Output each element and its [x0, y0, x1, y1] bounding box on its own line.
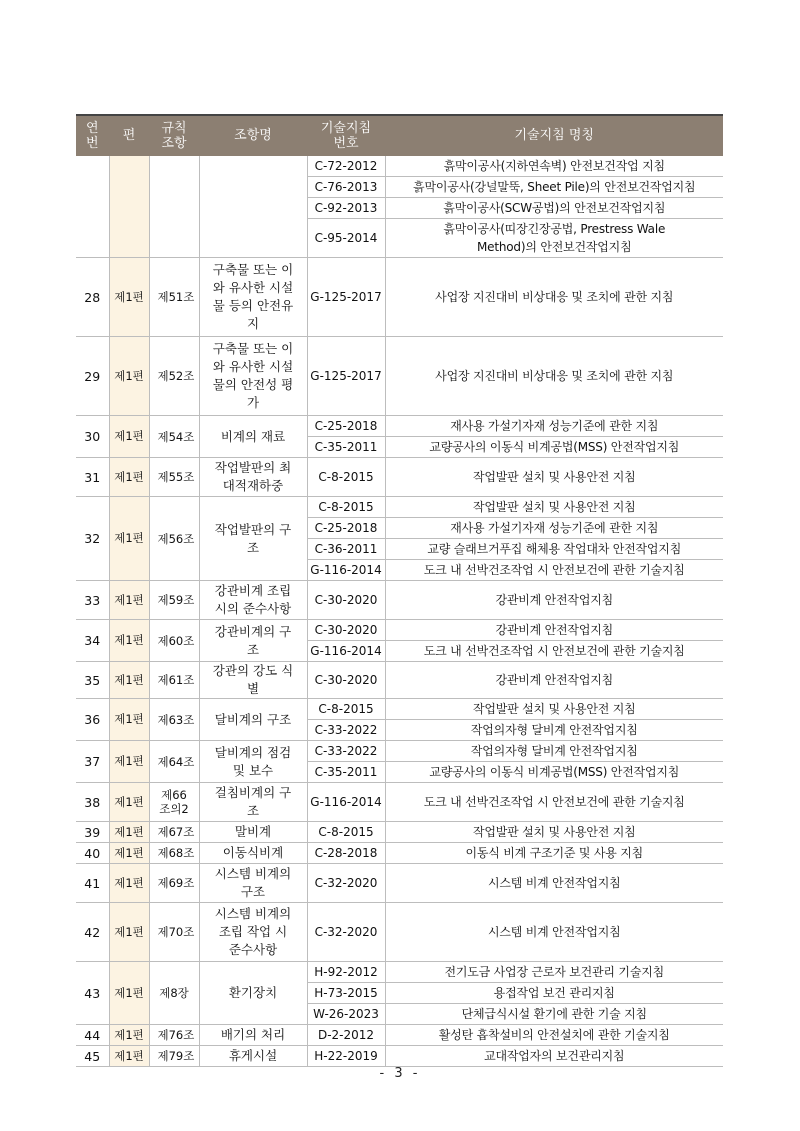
row-pyeon: 제1편: [109, 699, 149, 741]
guide-name: 흙막이공사(띠장긴장공법, Prestress Wale Method)의 안전보건작업지침: [385, 219, 723, 258]
row-pyeon: 제1편: [109, 962, 149, 1025]
guide-code: C-33-2022: [307, 720, 385, 741]
row-no: 44: [76, 1025, 109, 1046]
row-article: [149, 156, 199, 258]
table-body: [76, 156, 723, 1067]
row-no: 39: [76, 822, 109, 843]
guide-name: 시스템 비계 안전작업지침: [385, 903, 723, 962]
guide-code: H-22-2019: [307, 1046, 385, 1067]
row-article: 제67조: [149, 822, 199, 843]
row-no: [76, 156, 109, 258]
row-no: 31: [76, 458, 109, 497]
row-no: 41: [76, 864, 109, 903]
guide-name: 활성탄 흡착설비의 안전설치에 관한 기술지침: [385, 1025, 723, 1046]
guide-code: C-35-2011: [307, 437, 385, 458]
row-title: 시스템 비계의 조립 작업 시 준수사항: [199, 903, 307, 962]
row-article: 제70조: [149, 903, 199, 962]
table-row: [76, 497, 723, 518]
table-row: [76, 458, 723, 497]
guide-name: 작업의자형 달비계 안전작업지침: [385, 741, 723, 762]
guide-name: 사업장 지진대비 비상대응 및 조치에 관한 지침: [385, 337, 723, 416]
row-title: 강관비계 조립 시의 준수사항: [199, 581, 307, 620]
header-article-label: 규칙 조항: [161, 120, 187, 151]
guide-name: 도크 내 선박건조작업 시 안전보건에 관한 기술지침: [385, 641, 723, 662]
row-article: 제8장: [149, 962, 199, 1025]
table-row: [76, 258, 723, 337]
guide-code: C-30-2020: [307, 581, 385, 620]
table-row: [76, 416, 723, 437]
guide-name: 작업발판 설치 및 사용안전 지침: [385, 699, 723, 720]
row-title: 구축물 또는 이와 유사한 시설물 등의 안전유지: [199, 258, 307, 337]
guide-code: C-28-2018: [307, 843, 385, 864]
row-no: 34: [76, 620, 109, 662]
guide-name: 전기도금 사업장 근로자 보건관리 기술지침: [385, 962, 723, 983]
row-pyeon: 제1편: [109, 864, 149, 903]
guide-name: 용접작업 보건 관리지침: [385, 983, 723, 1004]
guide-code: G-125-2017: [307, 337, 385, 416]
table-row: [76, 822, 723, 843]
row-pyeon: 제1편: [109, 903, 149, 962]
row-no: 33: [76, 581, 109, 620]
guide-name: 흙막이공사(SCW공법)의 안전보건작업지침: [385, 198, 723, 219]
guide-code: C-35-2011: [307, 762, 385, 783]
guide-name: 작업발판 설치 및 사용안전 지침: [385, 497, 723, 518]
row-article: 제64조: [149, 741, 199, 783]
guide-name: 강관비계 안전작업지침: [385, 620, 723, 641]
guide-code: C-30-2020: [307, 620, 385, 641]
header-name: 기술지침 명칭: [385, 115, 723, 156]
guide-code: C-72-2012: [307, 156, 385, 177]
header-pyeon: 편: [109, 115, 149, 156]
guide-name: 도크 내 선박건조작업 시 안전보건에 관한 기술지침: [385, 783, 723, 822]
guide-name: 강관비계 안전작업지침: [385, 581, 723, 620]
guide-code: C-25-2018: [307, 518, 385, 539]
row-pyeon: 제1편: [109, 1046, 149, 1067]
header-title: 조항명: [199, 115, 307, 156]
row-no: 43: [76, 962, 109, 1025]
table-row: [76, 1025, 723, 1046]
row-title: 강관의 강도 식별: [199, 662, 307, 699]
guidelines-table: [76, 114, 723, 1067]
row-no: 36: [76, 699, 109, 741]
row-article: 제76조: [149, 1025, 199, 1046]
row-pyeon: 제1편: [109, 258, 149, 337]
row-title: 걸침비계의 구조: [199, 783, 307, 822]
table-row: [76, 699, 723, 720]
row-no: 29: [76, 337, 109, 416]
row-title: 강관비계의 구조: [199, 620, 307, 662]
table-row: [76, 864, 723, 903]
row-pyeon: 제1편: [109, 458, 149, 497]
row-title: 작업발판의 구조: [199, 497, 307, 581]
row-article: 제66조의2: [149, 783, 199, 822]
guide-code: C-92-2013: [307, 198, 385, 219]
header-code-label: 기술지침 번호: [320, 120, 372, 151]
guide-name: 단체급식시설 환기에 관한 기술 지침: [385, 1004, 723, 1025]
row-pyeon: 제1편: [109, 337, 149, 416]
row-no: 28: [76, 258, 109, 337]
row-no: 30: [76, 416, 109, 458]
guide-name: 작업의자형 달비계 안전작업지침: [385, 720, 723, 741]
row-article: 제52조: [149, 337, 199, 416]
row-title: 비계의 재료: [199, 416, 307, 458]
row-no: 42: [76, 903, 109, 962]
row-article: 제55조: [149, 458, 199, 497]
guide-code: G-116-2014: [307, 560, 385, 581]
guide-code: G-116-2014: [307, 641, 385, 662]
guide-code: C-8-2015: [307, 822, 385, 843]
row-title: 달비계의 구조: [199, 699, 307, 741]
guide-code: C-76-2013: [307, 177, 385, 198]
row-pyeon: 제1편: [109, 822, 149, 843]
guide-name: 사업장 지진대비 비상대응 및 조치에 관한 지침: [385, 258, 723, 337]
row-no: 35: [76, 662, 109, 699]
table-row: [76, 581, 723, 620]
row-article: 제54조: [149, 416, 199, 458]
guide-code: C-8-2015: [307, 458, 385, 497]
header-no-label: 연번: [85, 120, 99, 151]
row-pyeon: 제1편: [109, 783, 149, 822]
row-article: 제60조: [149, 620, 199, 662]
row-title: 배기의 처리: [199, 1025, 307, 1046]
guide-code: C-32-2020: [307, 903, 385, 962]
guide-code: H-92-2012: [307, 962, 385, 983]
row-article: 제79조: [149, 1046, 199, 1067]
guide-code: C-36-2011: [307, 539, 385, 560]
row-title: 시스템 비계의 구조: [199, 864, 307, 903]
row-article: 제56조: [149, 497, 199, 581]
guide-name: 교량 슬래브거푸집 해체용 작업대차 안전작업지침: [385, 539, 723, 560]
guide-code: H-73-2015: [307, 983, 385, 1004]
guide-code: W-26-2023: [307, 1004, 385, 1025]
row-article: 제59조: [149, 581, 199, 620]
guide-name: 교량공사의 이동식 비계공법(MSS) 안전작업지침: [385, 437, 723, 458]
table-row: [76, 662, 723, 699]
header-article: [149, 115, 199, 156]
row-title: 환기장치: [199, 962, 307, 1025]
row-pyeon: 제1편: [109, 843, 149, 864]
row-title: 휴게시설: [199, 1046, 307, 1067]
guide-code: C-8-2015: [307, 699, 385, 720]
guide-code: C-33-2022: [307, 741, 385, 762]
table-row: [76, 783, 723, 822]
header-no: [76, 115, 109, 156]
table-row: [76, 1046, 723, 1067]
row-title: 말비계: [199, 822, 307, 843]
header-code: [307, 115, 385, 156]
page-number: - 3 -: [379, 1066, 421, 1081]
guide-code: G-116-2014: [307, 783, 385, 822]
guide-name: 교대작업자의 보건관리지침: [385, 1046, 723, 1067]
table-row: [76, 620, 723, 641]
guide-code: C-8-2015: [307, 497, 385, 518]
row-pyeon: 제1편: [109, 497, 149, 581]
row-article: 제68조: [149, 843, 199, 864]
table-row: [76, 337, 723, 416]
table-row: [76, 156, 723, 177]
table-row: [76, 843, 723, 864]
row-no: 45: [76, 1046, 109, 1067]
guide-code: C-25-2018: [307, 416, 385, 437]
table-row: [76, 741, 723, 762]
row-no: 38: [76, 783, 109, 822]
guide-code: C-32-2020: [307, 864, 385, 903]
row-pyeon: 제1편: [109, 620, 149, 662]
guide-name: 교량공사의 이동식 비계공법(MSS) 안전작업지침: [385, 762, 723, 783]
row-pyeon: 제1편: [109, 741, 149, 783]
row-no: 32: [76, 497, 109, 581]
guide-name: 이동식 비계 구조기준 및 사용 지침: [385, 843, 723, 864]
guide-code: C-30-2020: [307, 662, 385, 699]
guide-code: D-2-2012: [307, 1025, 385, 1046]
guide-name: 작업발판 설치 및 사용안전 지침: [385, 822, 723, 843]
row-article: 제61조: [149, 662, 199, 699]
table-header-row: [76, 115, 723, 156]
guide-name: 흙막이공사(지하연속벽) 안전보건작업 지침: [385, 156, 723, 177]
guide-code: G-125-2017: [307, 258, 385, 337]
row-title: 작업발판의 최대적재하중: [199, 458, 307, 497]
row-title: 이동식비계: [199, 843, 307, 864]
row-pyeon: 제1편: [109, 1025, 149, 1046]
row-article: 제69조: [149, 864, 199, 903]
row-article: 제51조: [149, 258, 199, 337]
row-pyeon: 제1편: [109, 662, 149, 699]
guide-name: 도크 내 선박건조작업 시 안전보건에 관한 기술지침: [385, 560, 723, 581]
row-no: 40: [76, 843, 109, 864]
guide-name: 시스템 비계 안전작업지침: [385, 864, 723, 903]
row-pyeon: [109, 156, 149, 258]
row-pyeon: 제1편: [109, 581, 149, 620]
table-row: [76, 962, 723, 983]
guide-name: 재사용 가설기자재 성능기준에 관한 지침: [385, 416, 723, 437]
row-no: 37: [76, 741, 109, 783]
guide-code: C-95-2014: [307, 219, 385, 258]
row-pyeon: 제1편: [109, 416, 149, 458]
table-row: [76, 903, 723, 962]
row-article: 제63조: [149, 699, 199, 741]
guide-name: 흙막이공사(강널말뚝, Sheet Pile)의 안전보건작업지침: [385, 177, 723, 198]
guide-name: 재사용 가설기자재 성능기준에 관한 지침: [385, 518, 723, 539]
row-title: [199, 156, 307, 258]
guide-name: 작업발판 설치 및 사용안전 지침: [385, 458, 723, 497]
row-title: 달비계의 점검 및 보수: [199, 741, 307, 783]
guide-name: 강관비계 안전작업지침: [385, 662, 723, 699]
row-title: 구축물 또는 이와 유사한 시설물의 안전성 평가: [199, 337, 307, 416]
